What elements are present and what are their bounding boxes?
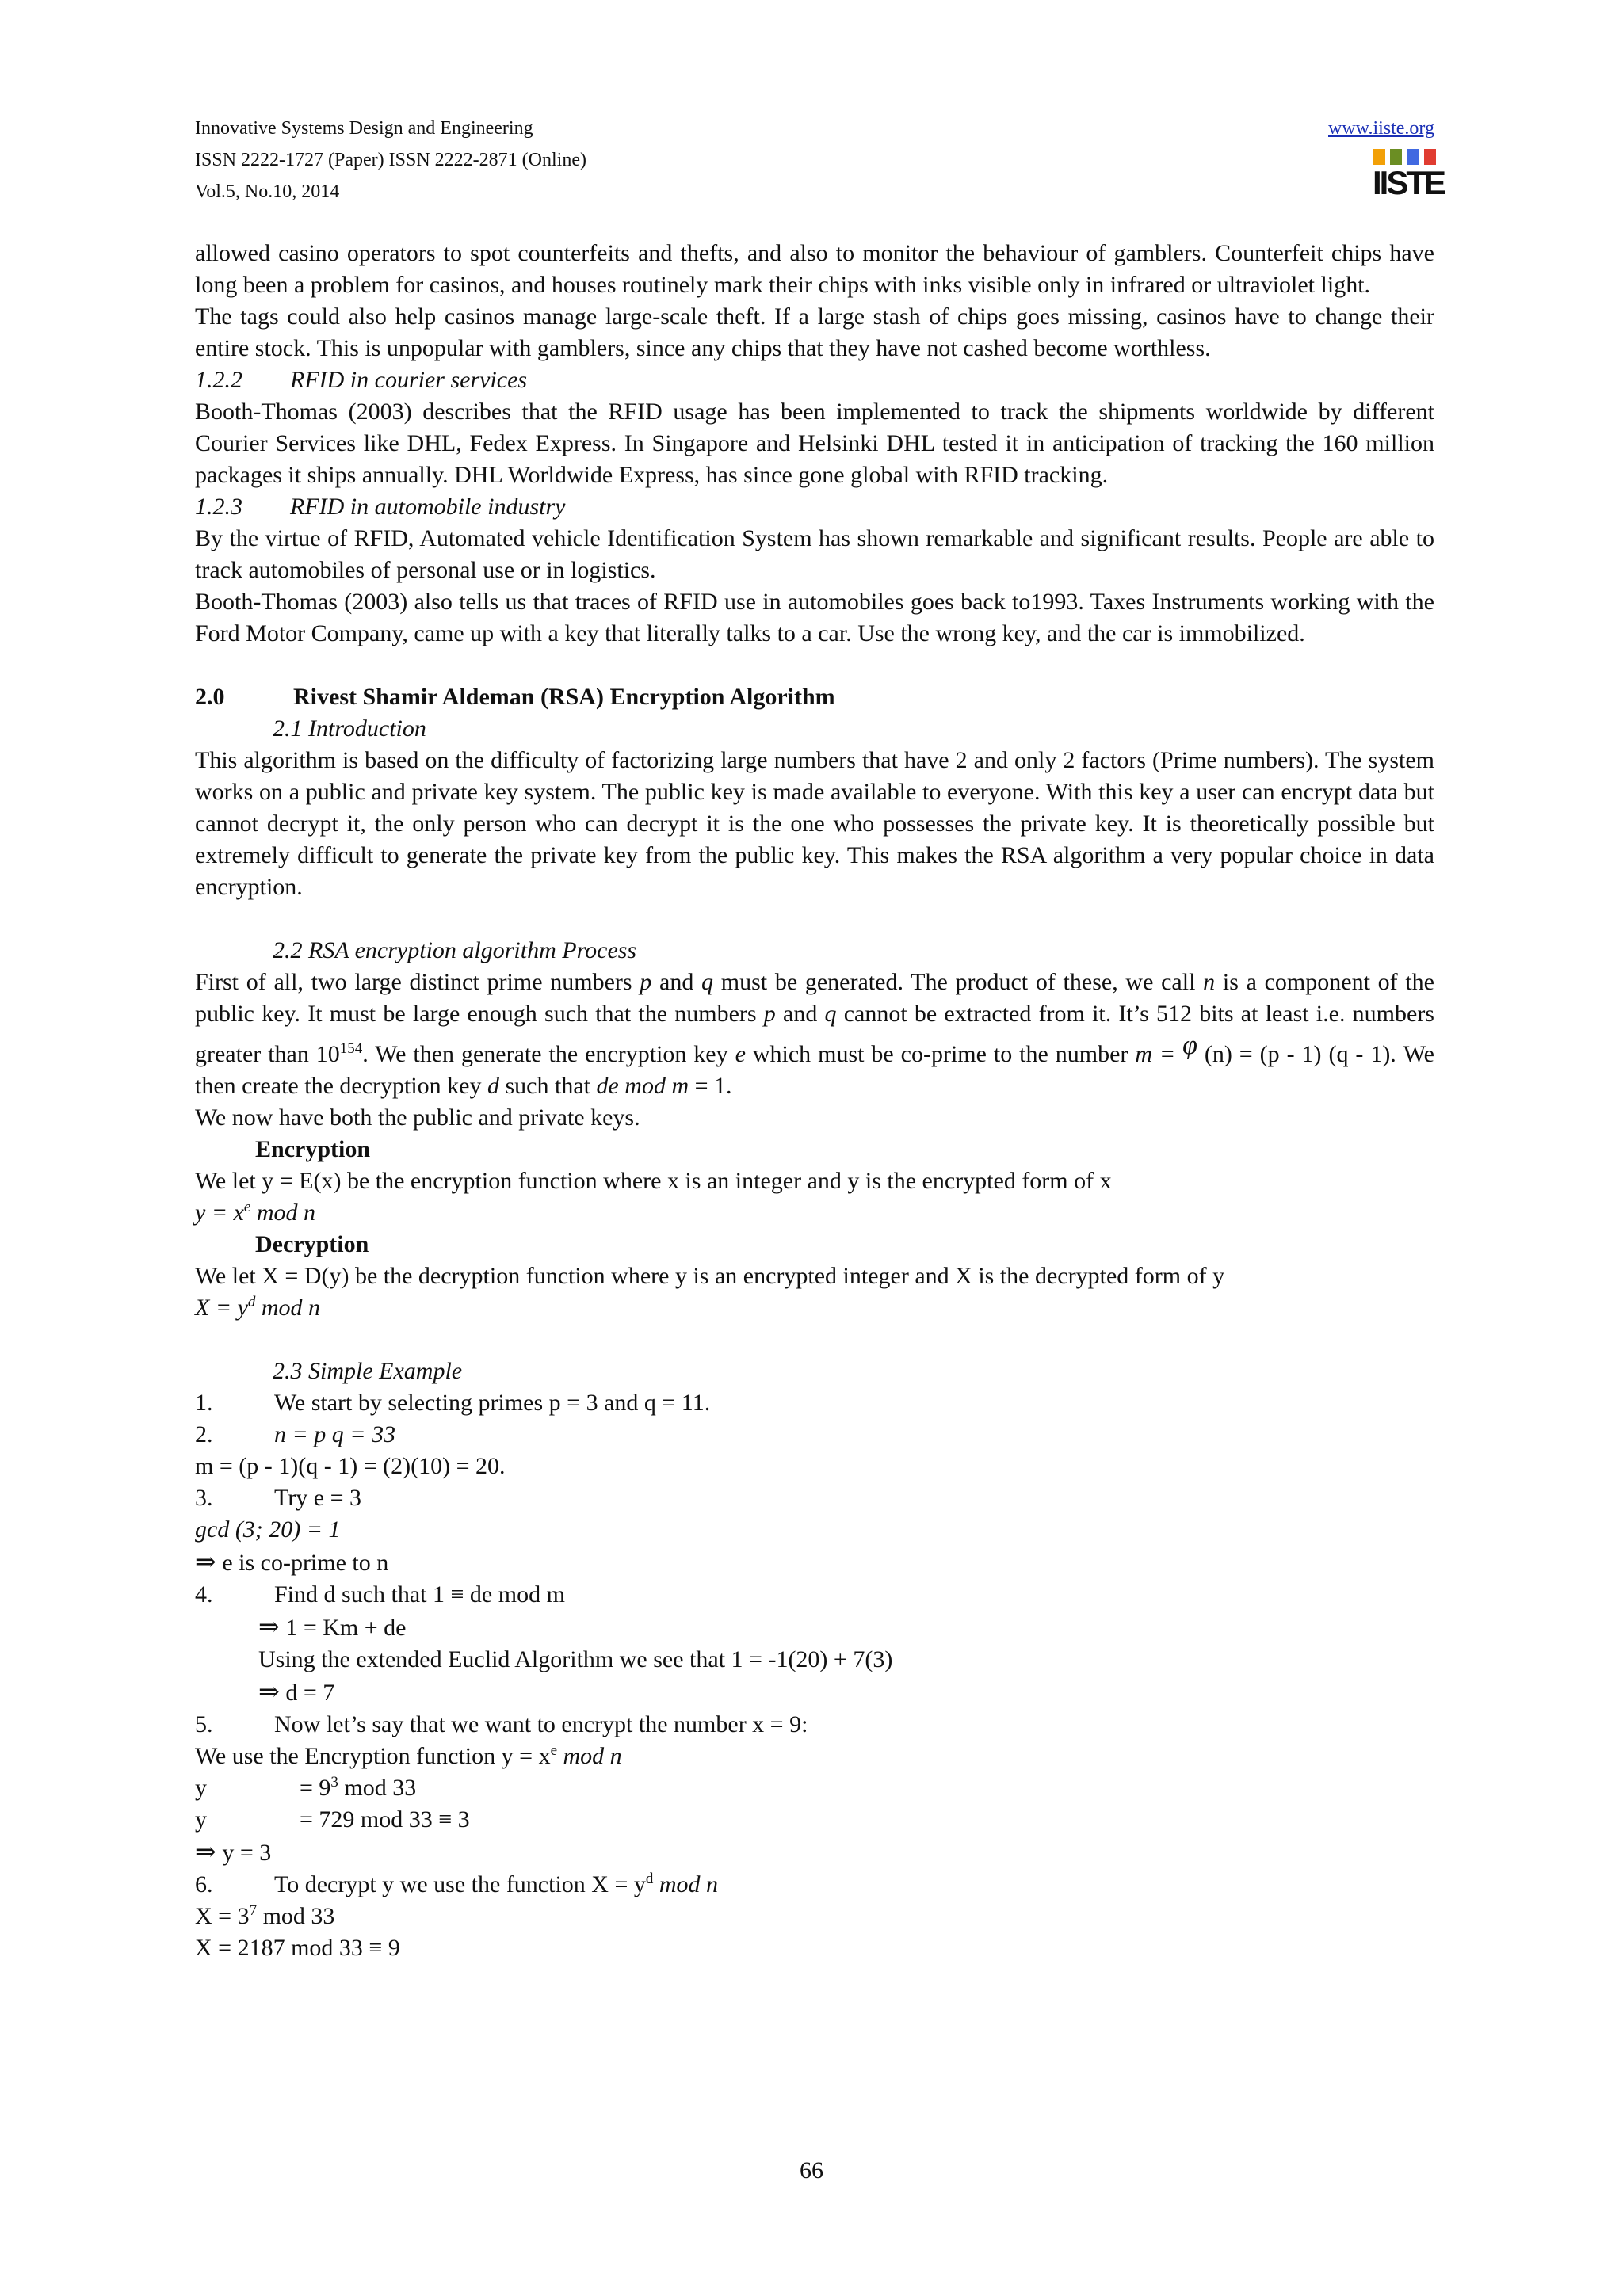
section-number: 1.2.3 — [195, 494, 242, 520]
journal-url-link[interactable]: www.iiste.org — [1328, 118, 1434, 139]
logo-bar-4 — [1424, 149, 1437, 165]
example-x-step-2: X = 2187 mod 33 ≡ 9 — [195, 1935, 400, 1961]
section-number: 2.0 — [195, 684, 225, 710]
logo-wordmark: IISTE — [1373, 164, 1445, 201]
logo-bar-3 — [1407, 149, 1419, 165]
heading-2-3: 2.3 Simple Example — [273, 1358, 463, 1384]
logo-color-bars — [1373, 149, 1436, 165]
phi-symbol: φ — [1182, 1031, 1197, 1060]
logo-bar-1 — [1373, 149, 1385, 165]
example-step-5: 5. Now let’s say that we want to encrypt the number x = 9: — [195, 1711, 808, 1737]
paragraph-automobile-2: Booth-Thomas (2003) also tells us that traces of RFID use in automobiles goes back to1993. Taxes Instruments working with the Ford Motor Company, came up with a key that literally talks to a car. Use the wrong key, and the car is immobilized. — [195, 589, 1434, 646]
article-body — [195, 238, 1434, 1964]
example-coprime-line: ⇒ e is co-prime to n — [195, 1547, 389, 1576]
page-number: 66 — [800, 2157, 823, 2183]
section-number: 1.2.2 — [195, 367, 242, 393]
heading-1-2-3 — [195, 491, 1434, 523]
example-x-step-1: $X = 3^7$ mod 33 — [195, 1902, 335, 1929]
paragraph-automobile-1: By the virtue of RFID, Automated vehicle Identification System has shown remarkable and significant results. People are able to track automobiles of personal use or in logistics. — [195, 525, 1434, 583]
example-m-line: m = (p - 1)(q - 1) = (2)(10) = 20. — [195, 1453, 506, 1479]
example-d-line: ⇒ d = 7 — [258, 1677, 335, 1706]
implies-arrow-icon: ⇒ — [258, 1612, 280, 1641]
example-gcd-line: gcd (3; 20) = 1 — [195, 1516, 341, 1543]
decryption-definition: We let X = D(y) be the decryption function where y is an encrypted integer and X is the decrypted form of y — [195, 1263, 1225, 1289]
example-y-result: ⇒ y = 3 — [195, 1837, 272, 1866]
paragraph-theft: The tags could also help casinos manage large-scale theft. If a large stash of chips goes missing, casinos have to change their entire stock. This is unpopular with gamblers, since any chips that they have not cashed become worthless. — [195, 303, 1434, 361]
journal-header — [195, 113, 586, 208]
example-step-6: 6. To decrypt y we use the function $X = y^d$ mod n — [195, 1871, 719, 1897]
example-encryption-use: We use the Encryption function $y = x^e$ mod n — [195, 1742, 622, 1769]
example-step-2: 2. n = p q = 33 — [195, 1421, 395, 1447]
heading-1-2-2 — [195, 364, 1434, 396]
example-step-3: 3. Try e = 3 — [195, 1485, 361, 1511]
journal-title: Innovative Systems Design and Engineering — [195, 118, 533, 139]
example-euclid-line: Using the extended Euclid Algorithm we see that 1 = -1(20) + 7(3) — [258, 1646, 893, 1672]
paragraph-rsa-intro: This algorithm is based on the difficulty of factorizing large numbers that have 2 and only 2 factors (Prime numbers). The system works on a public and private key system. The public key is made available to everyone. With this key a user can encrypt data but cannot decrypt it, the only person who can decrypt it is the one who possesses the private key. It is theoretically possible but extremely difficult to generate the private key from the public key. This makes the RSA algorithm a very popular choice in data encryption. — [195, 747, 1434, 900]
heading-encryption: Encryption — [255, 1136, 371, 1162]
decryption-formula: $X = y^d$ mod n — [195, 1294, 321, 1321]
paragraph-casino: allowed casino operators to spot counterfeits and thefts, and also to monitor the behaviour of gamblers. Counterfeit chips have long been a problem for casinos, and houses routinely mark their chips with inks visible only in infrared or ultraviolet light. — [195, 240, 1434, 298]
example-step-4: 4. Find d such that 1 ≡ de mod m — [195, 1581, 565, 1608]
implies-arrow-icon: ⇒ — [195, 1837, 216, 1866]
paragraph-courier: Booth-Thomas (2003) describes that the RFID usage has been implemented to track the shipments worldwide by different Courier Services like DHL, Fedex Express. In Singapore and Helsinki DHL tested it in anticipation of tracking the 160 million packages it ships annually. DHL Worldwide Express, has since gone global with RFID tracking. — [195, 399, 1434, 488]
section-title: Rivest Shamir Aldeman (RSA) Encryption Algorithm — [293, 684, 835, 710]
example-step-1: 1. We start by selecting primes p = 3 and q = 11. — [195, 1390, 711, 1416]
section-title: RFID in courier services — [290, 367, 528, 393]
example-y-step-2: y = 729 mod 33 ≡ 3 — [195, 1806, 470, 1833]
example-y-step-1: $y = 9^3$ mod 33 — [195, 1774, 417, 1801]
journal-issn: ISSN 2222-1727 (Paper) ISSN 2222-2871 (Online) — [195, 150, 586, 170]
encryption-definition: We let y = E(x) be the encryption function where x is an integer and y is the encrypted form of x — [195, 1168, 1112, 1194]
implies-arrow-icon: ⇒ — [195, 1547, 216, 1576]
example-kmde-line: ⇒ 1 = Km + de — [258, 1612, 407, 1641]
journal-volume: Vol.5, No.10, 2014 — [195, 181, 340, 202]
section-title: RFID in automobile industry — [290, 494, 566, 520]
implies-arrow-icon: ⇒ — [258, 1677, 280, 1706]
iiste-logo — [1373, 149, 1445, 206]
encryption-formula: $y = x^e$ mod n — [195, 1199, 315, 1226]
heading-2-0 — [195, 681, 1434, 713]
heading-decryption: Decryption — [255, 1231, 369, 1257]
logo-bar-2 — [1390, 149, 1403, 165]
heading-2-1: 2.1 Introduction — [273, 715, 426, 742]
heading-2-2: 2.2 RSA encryption algorithm Process — [273, 937, 637, 963]
paragraph-rsa-process: First of all, two large distinct prime numbers p and q must be generated. The product of these, we call n is a component of the public key. It must be large enough such that the numbers p and q cannot be extracted from it. It’s 512 bits at least i.e. numbers greater than $10^{154}$. We then generate the encryption key e which must be co-prime to the number m = φ (n) = (p - 1) (q - 1). We then create the decryption key d such that de mod m = 1. — [195, 969, 1434, 1099]
paragraph-keys-ready: We now have both the public and private keys. — [195, 1104, 640, 1131]
